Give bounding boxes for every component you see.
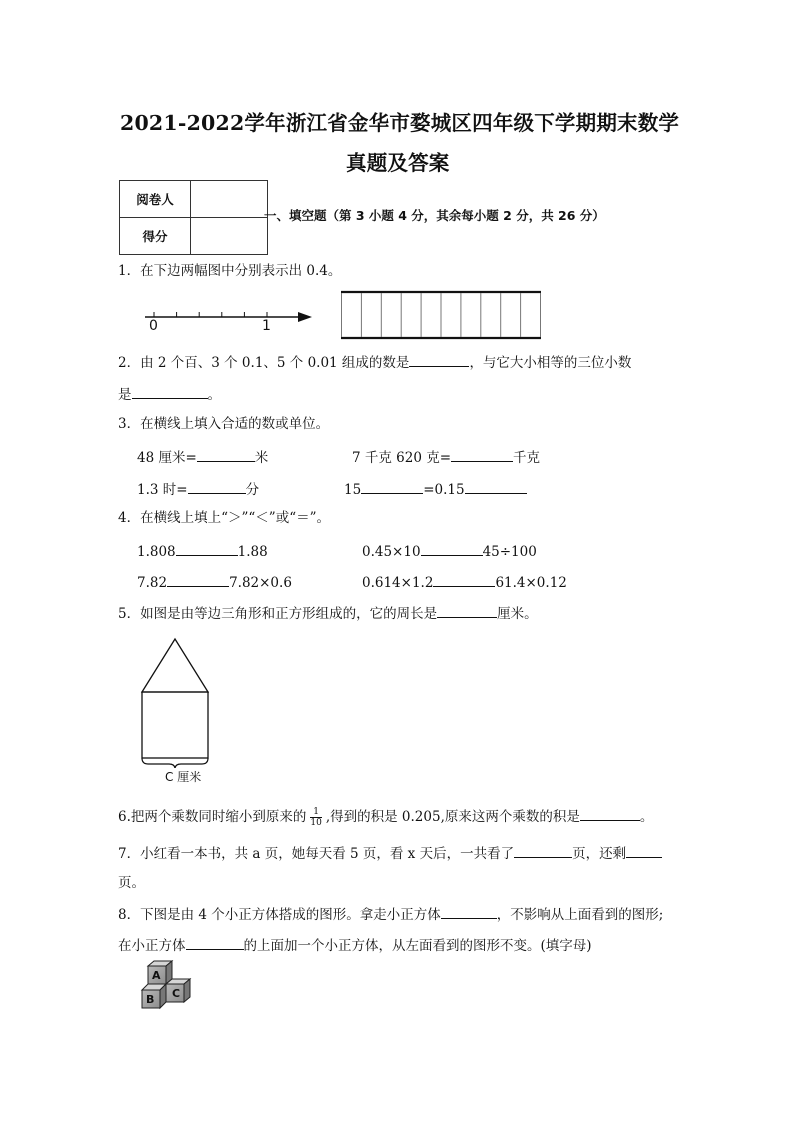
- q3-item3-after: 分: [245, 482, 260, 498]
- number-line-label-1: 1: [262, 318, 271, 334]
- question-2-text-c: 是: [118, 387, 132, 403]
- question-8-line1: [118, 904, 663, 924]
- question-1-text: 1．在下边两幅图中分别表示出 0.4。: [118, 263, 342, 279]
- q3-blank-4a[interactable]: [361, 479, 423, 494]
- question-5-line: [118, 603, 538, 623]
- reviewer-label: 阅卷人: [120, 181, 191, 218]
- question-5-text: 5．如图是由等边三角形和正方形组成的，它的周长是: [118, 606, 438, 622]
- section-heading: 一、填空题（第 3 小题 4 分，其余每小题 2 分，共 26 分）: [264, 208, 605, 223]
- figure-perimeter-label: C 厘米: [165, 770, 202, 784]
- question-7-text-b: 页，还剩: [572, 846, 627, 862]
- q4-item3-left: 7.82: [137, 575, 168, 591]
- question-4-text: 4．在横线上填上“＞”“＜”或“＝”。: [118, 510, 330, 526]
- question-4-item-3: [137, 572, 292, 592]
- q4-item1-left: 1.808: [137, 544, 176, 560]
- question-2-blank-2[interactable]: [132, 384, 208, 399]
- question-7-blank-2[interactable]: [626, 843, 662, 858]
- question-2-text-b: ，与它大小相等的三位小数: [469, 355, 632, 371]
- question-2-line1: [118, 352, 631, 372]
- document-title-line1: 2021-2022学年浙江省金华市婺城区四年级下学期期末数学: [120, 111, 680, 135]
- question-2-blank-1[interactable]: [409, 352, 469, 367]
- question-6-end: 。: [639, 809, 654, 825]
- question-8-text-a: 8．下图是由 4 个小正方体搭成的图形。拿走小正方体: [118, 907, 441, 923]
- question-3-item-3: [137, 479, 259, 499]
- cube-label-b: B: [146, 993, 155, 1006]
- q3-item2-before: 7 千克 620 克=: [352, 450, 452, 466]
- q3-item3-before: 1.3 时=: [137, 482, 188, 498]
- q4-item2-left: 0.45×10: [362, 544, 421, 560]
- question-3-text: 3．在横线上填入合适的数或单位。: [118, 416, 330, 432]
- q4-item1-right: 1.88: [237, 544, 268, 560]
- question-6-text-a: 6.把两个乘数同时缩小到原来的: [118, 809, 307, 825]
- question-2-text-d: 。: [207, 387, 221, 403]
- score-label: 得分: [120, 218, 191, 255]
- fraction-numerator: 1: [310, 807, 321, 818]
- question-6-text-b: ,得到的积是 0.205,原来这两个乘数的积是: [325, 809, 580, 825]
- q3-blank-3[interactable]: [188, 479, 246, 494]
- q3-item4-middle: =0.15: [423, 482, 465, 498]
- q3-item4-before: 15: [344, 482, 362, 498]
- q4-blank-3[interactable]: [167, 572, 229, 587]
- question-3-item-1: [137, 447, 268, 467]
- question-7-line1: [118, 843, 662, 863]
- cubes-figure: [138, 960, 198, 1018]
- question-5-unit: 厘米。: [497, 606, 538, 622]
- question-6-blank[interactable]: [580, 806, 640, 821]
- question-2-line2: [118, 384, 221, 404]
- question-8-blank-2[interactable]: [186, 935, 244, 950]
- number-line-figure: [140, 300, 320, 340]
- reviewer-cell[interactable]: [191, 181, 268, 218]
- q4-item3-right: 7.82×0.6: [229, 575, 292, 591]
- q4-blank-1[interactable]: [176, 541, 238, 556]
- question-4-item-4: [362, 572, 567, 592]
- score-table: [119, 180, 268, 255]
- q4-item4-left: 0.614×1.2: [362, 575, 434, 591]
- question-8-line2: [118, 935, 592, 955]
- q4-item4-right: 61.4×0.12: [495, 575, 567, 591]
- cube-label-c: C: [172, 987, 181, 1000]
- fraction-one-tenth: [310, 807, 321, 828]
- document-title-line2: 真题及答案: [346, 151, 450, 175]
- question-8-text-d: 的上面加一个小正方体，从左面看到的图形不变。(填字母): [243, 938, 592, 954]
- question-7-text-a: 7．小红看一本书，共 a 页，她每天看 5 页，看 x 天后，一共看了: [118, 846, 515, 862]
- q3-item1-before: 48 厘米=: [137, 450, 197, 466]
- question-4-item-2: [362, 541, 537, 561]
- question-7-line2: 页。: [118, 875, 145, 891]
- question-7-blank-1[interactable]: [514, 843, 572, 858]
- question-6-line: [118, 806, 653, 828]
- fraction-denominator: 10: [310, 818, 322, 828]
- tenths-rectangle-figure: [340, 290, 542, 340]
- question-3-item-2: [352, 447, 540, 467]
- q4-blank-2[interactable]: [421, 541, 483, 556]
- question-5-blank[interactable]: [437, 603, 497, 618]
- q3-blank-1[interactable]: [197, 447, 255, 462]
- triangle-square-figure: [138, 636, 214, 768]
- q3-item2-after: 千克: [513, 450, 541, 466]
- question-3-item-4: [344, 479, 527, 499]
- q3-item1-after: 米: [254, 450, 269, 466]
- question-4-item-1: [137, 541, 268, 561]
- question-8-blank-1[interactable]: [441, 904, 497, 919]
- q4-blank-4[interactable]: [433, 572, 495, 587]
- question-8-text-c: 在小正方体: [118, 938, 186, 954]
- question-2-text-a: 2．由 2 个百、3 个 0.1、5 个 0.01 组成的数是: [118, 355, 410, 371]
- score-cell[interactable]: [191, 218, 268, 255]
- q4-item2-right: 45÷100: [482, 544, 537, 560]
- cube-label-a: A: [152, 969, 161, 982]
- q3-blank-2[interactable]: [451, 447, 513, 462]
- question-8-text-b: ，不影响从上面看到的图形;: [496, 907, 664, 923]
- number-line-label-0: 0: [149, 318, 158, 334]
- q3-blank-4b[interactable]: [465, 479, 527, 494]
